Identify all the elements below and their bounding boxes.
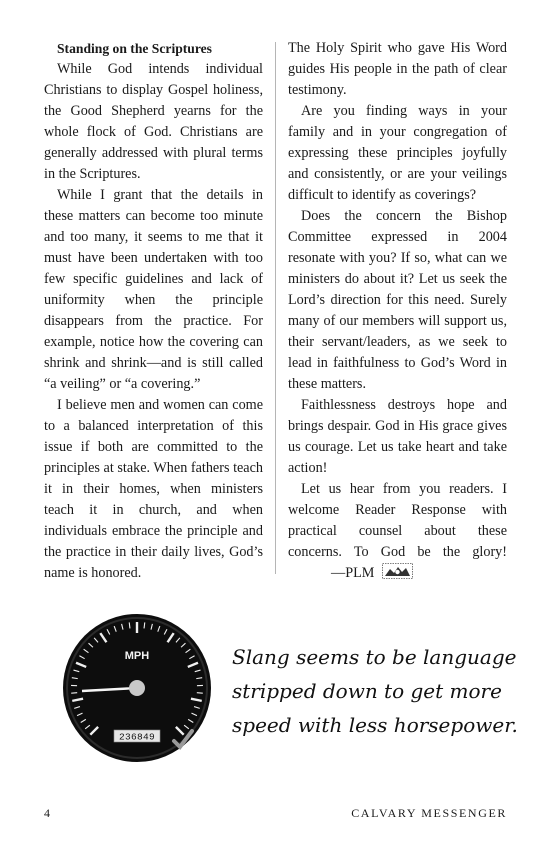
paragraph: I believe men and women can come to a balanced interpretation of this issue if both are committed to the principles at stake. When fathers teach it in their homes, when ministers teach it in church, and when individuals embrace the principle and the practice in their daily lives, God’s name is honored. bbox=[44, 397, 263, 581]
gauge-tick bbox=[129, 622, 130, 628]
article-heading: Standing on the Scriptures bbox=[57, 41, 212, 56]
quote-line: speed with less horsepower. bbox=[232, 713, 518, 737]
publication-title: CALVARY MESSENGER bbox=[351, 806, 507, 820]
filler-quote bbox=[232, 640, 522, 742]
column-divider bbox=[275, 42, 276, 574]
signature: —PLM bbox=[331, 565, 375, 581]
quote-line: stripped down to get more bbox=[232, 679, 502, 703]
left-column bbox=[44, 38, 263, 584]
closing-paragraph bbox=[288, 479, 507, 584]
paragraph: While I grant that the details in these matters can become too minute and too many, it seems to me that it must have been undertaken with too few specific guidelines and lack of uniformity when the principle disappears from the practice. For example, notice how the covering can shrink and shrink—and is still called “a veiling” or “a covering.” bbox=[44, 187, 263, 392]
closing-text: Let us hear from you readers. I welcome Reader Response with practical counsel about these concerns. To God be the glory! bbox=[288, 481, 507, 560]
paragraph: While God intends individual Christians to display Gospel holiness, the Good Shepherd yearns for the whole flock of God. Christians are generally addressed with plural terms in the Scriptures. bbox=[44, 61, 263, 182]
odometer-readout: 236849 bbox=[118, 731, 156, 743]
gauge-tick bbox=[144, 622, 145, 628]
page-number: 4 bbox=[44, 806, 51, 820]
paragraph: Are you finding ways in your family and in your congregation of expressing these principles joyfully and consistently, or are your veilings difficult to identify as coverings? bbox=[288, 103, 507, 203]
paragraph: Does the concern the Bishop Committee expressed in 2004 resonate with you? If so, what can we ministers do about it? Let us seek the Lord’s direction for this need. Surely many of our members will support us, their servant/leaders, as we seek to lead in faithfulness to God’s Word in these matters. bbox=[288, 208, 507, 392]
paragraph: The Holy Spirit who gave His Word guides His people in the path of clear testimony. bbox=[288, 40, 507, 98]
quote-line: Slang seems to be language bbox=[232, 645, 517, 669]
gauge-unit-label: MPH bbox=[124, 650, 150, 662]
right-column bbox=[288, 38, 507, 584]
paragraph: Faithlessness destroys hope and brings despair. God in His grace gives us courage. Let us take heart and take action! bbox=[288, 397, 507, 476]
end-mark-icon bbox=[382, 563, 413, 579]
speedometer-icon bbox=[62, 613, 212, 763]
